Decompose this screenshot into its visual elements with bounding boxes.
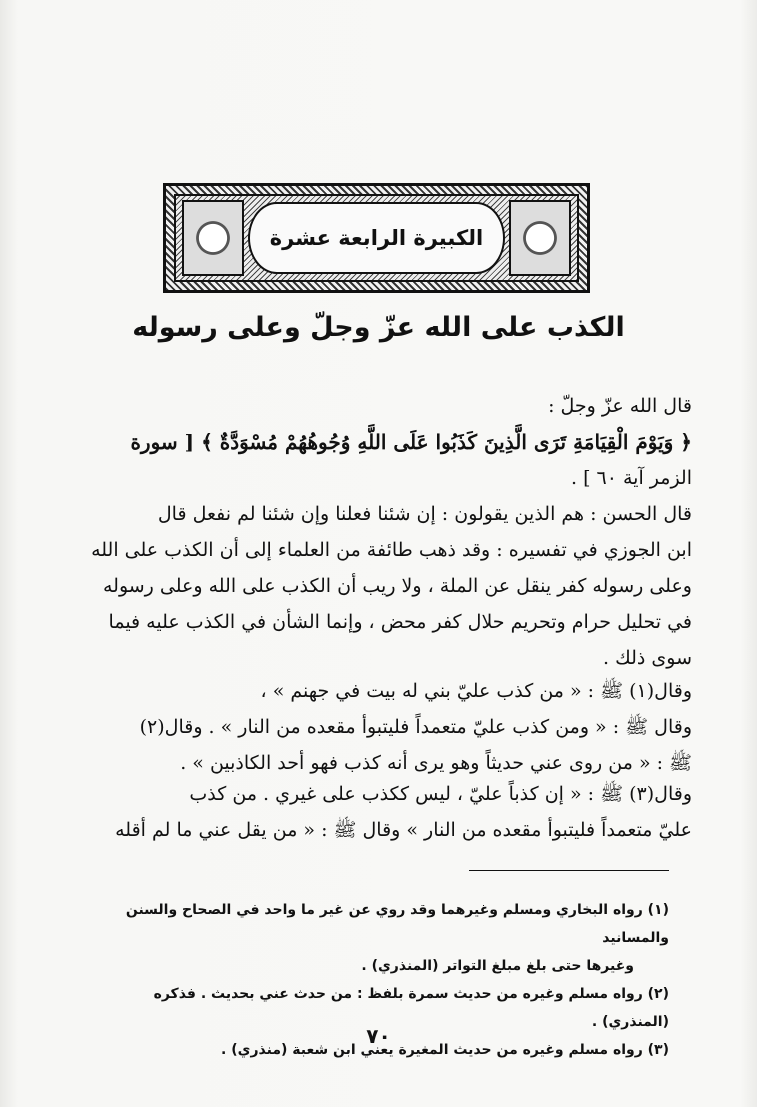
text-line: عليّ متعمداً فليتبوأ مقعده من النار » وقال ﷺ : « من يقل عني ما لم أقله	[115, 819, 692, 841]
text-line: وعلى رسوله كفر ينقل عن الملة ، ولا ريب أن الكذب على الله وعلى رسوله	[102, 575, 692, 597]
paragraph-2	[88, 496, 692, 676]
ornamental-title-frame	[163, 183, 590, 293]
text-line: سوى ذلك .	[603, 647, 692, 669]
text-line: وقال(٣) ﷺ : « إن كذباً عليّ ، ليس ككذب على غيري . من كذب	[189, 783, 692, 805]
text-line: قال الله عزّ وجلّ :	[548, 395, 692, 417]
page-number: ٧٠	[366, 1024, 391, 1048]
footnote-1-cont: وغيرها حتى بلغ مبلغ التواتر (المنذري) .	[361, 958, 634, 974]
text-line: ﷺ : « من روى عني حديثاً وهو يرى أنه كذب فهو أحد الكاذبين » .	[180, 752, 692, 774]
quran-verse: ﴿ وَيَوْمَ الْقِيَامَةِ تَرَى الَّذِينَ كَذَبُوا عَلَى اللَّهِ وُجُوهُهُمْ مُسْوَدَّةٌ ﴾ [ سورة	[130, 430, 692, 454]
text-line: وقال ﷺ : « ومن كذب عليّ متعمداً فليتبوأ مقعده من النار » . وقال(٢)	[139, 716, 692, 738]
ornament-left-icon	[182, 200, 244, 276]
paragraph-4	[88, 776, 692, 848]
frame-title-box	[248, 202, 505, 274]
footnote-1: (١) رواه البخاري ومسلم وغيرهما وقد روي عن غير ما واحد في الصحاح والسنن والمسانيد	[125, 902, 669, 946]
text-line: في تحليل حرام وتحريم حلال كفر محض ، وإنما الشأن في الكذب عليه فيما	[108, 611, 692, 633]
footnote-divider	[469, 870, 669, 871]
text-line: وقال(١) ﷺ : « من كذب عليّ بني له بيت في جهنم » ،	[260, 680, 692, 702]
frame-border	[174, 194, 579, 282]
text-line: الزمر آية ٦٠ ] .	[571, 467, 692, 489]
paragraph-3	[88, 673, 692, 781]
footnote-3: (٣) رواه مسلم وغيره من حديث المغيرة يعني ابن شعبة (منذري) .	[221, 1042, 669, 1058]
ornament-right-icon	[509, 200, 571, 276]
footnote-2: (٢) رواه مسلم وغيره من حديث سمرة بلفظ : من حدث عني بحديث . فذكره (المنذري) .	[153, 986, 669, 1030]
text-line: قال الحسن : هم الذين يقولون : إن شئنا فعلنا وإن شئنا لم نفعل قال	[157, 503, 692, 525]
paragraph-1	[88, 388, 692, 496]
chapter-title: الكبيرة الرابعة عشرة	[269, 226, 484, 250]
text-line: ابن الجوزي في تفسيره : وقد ذهب طائفة من العلماء إلى أن الكذب على الله	[91, 539, 692, 561]
section-heading: الكذب على الله عزّ وجلّ وعلى رسوله	[132, 312, 625, 343]
